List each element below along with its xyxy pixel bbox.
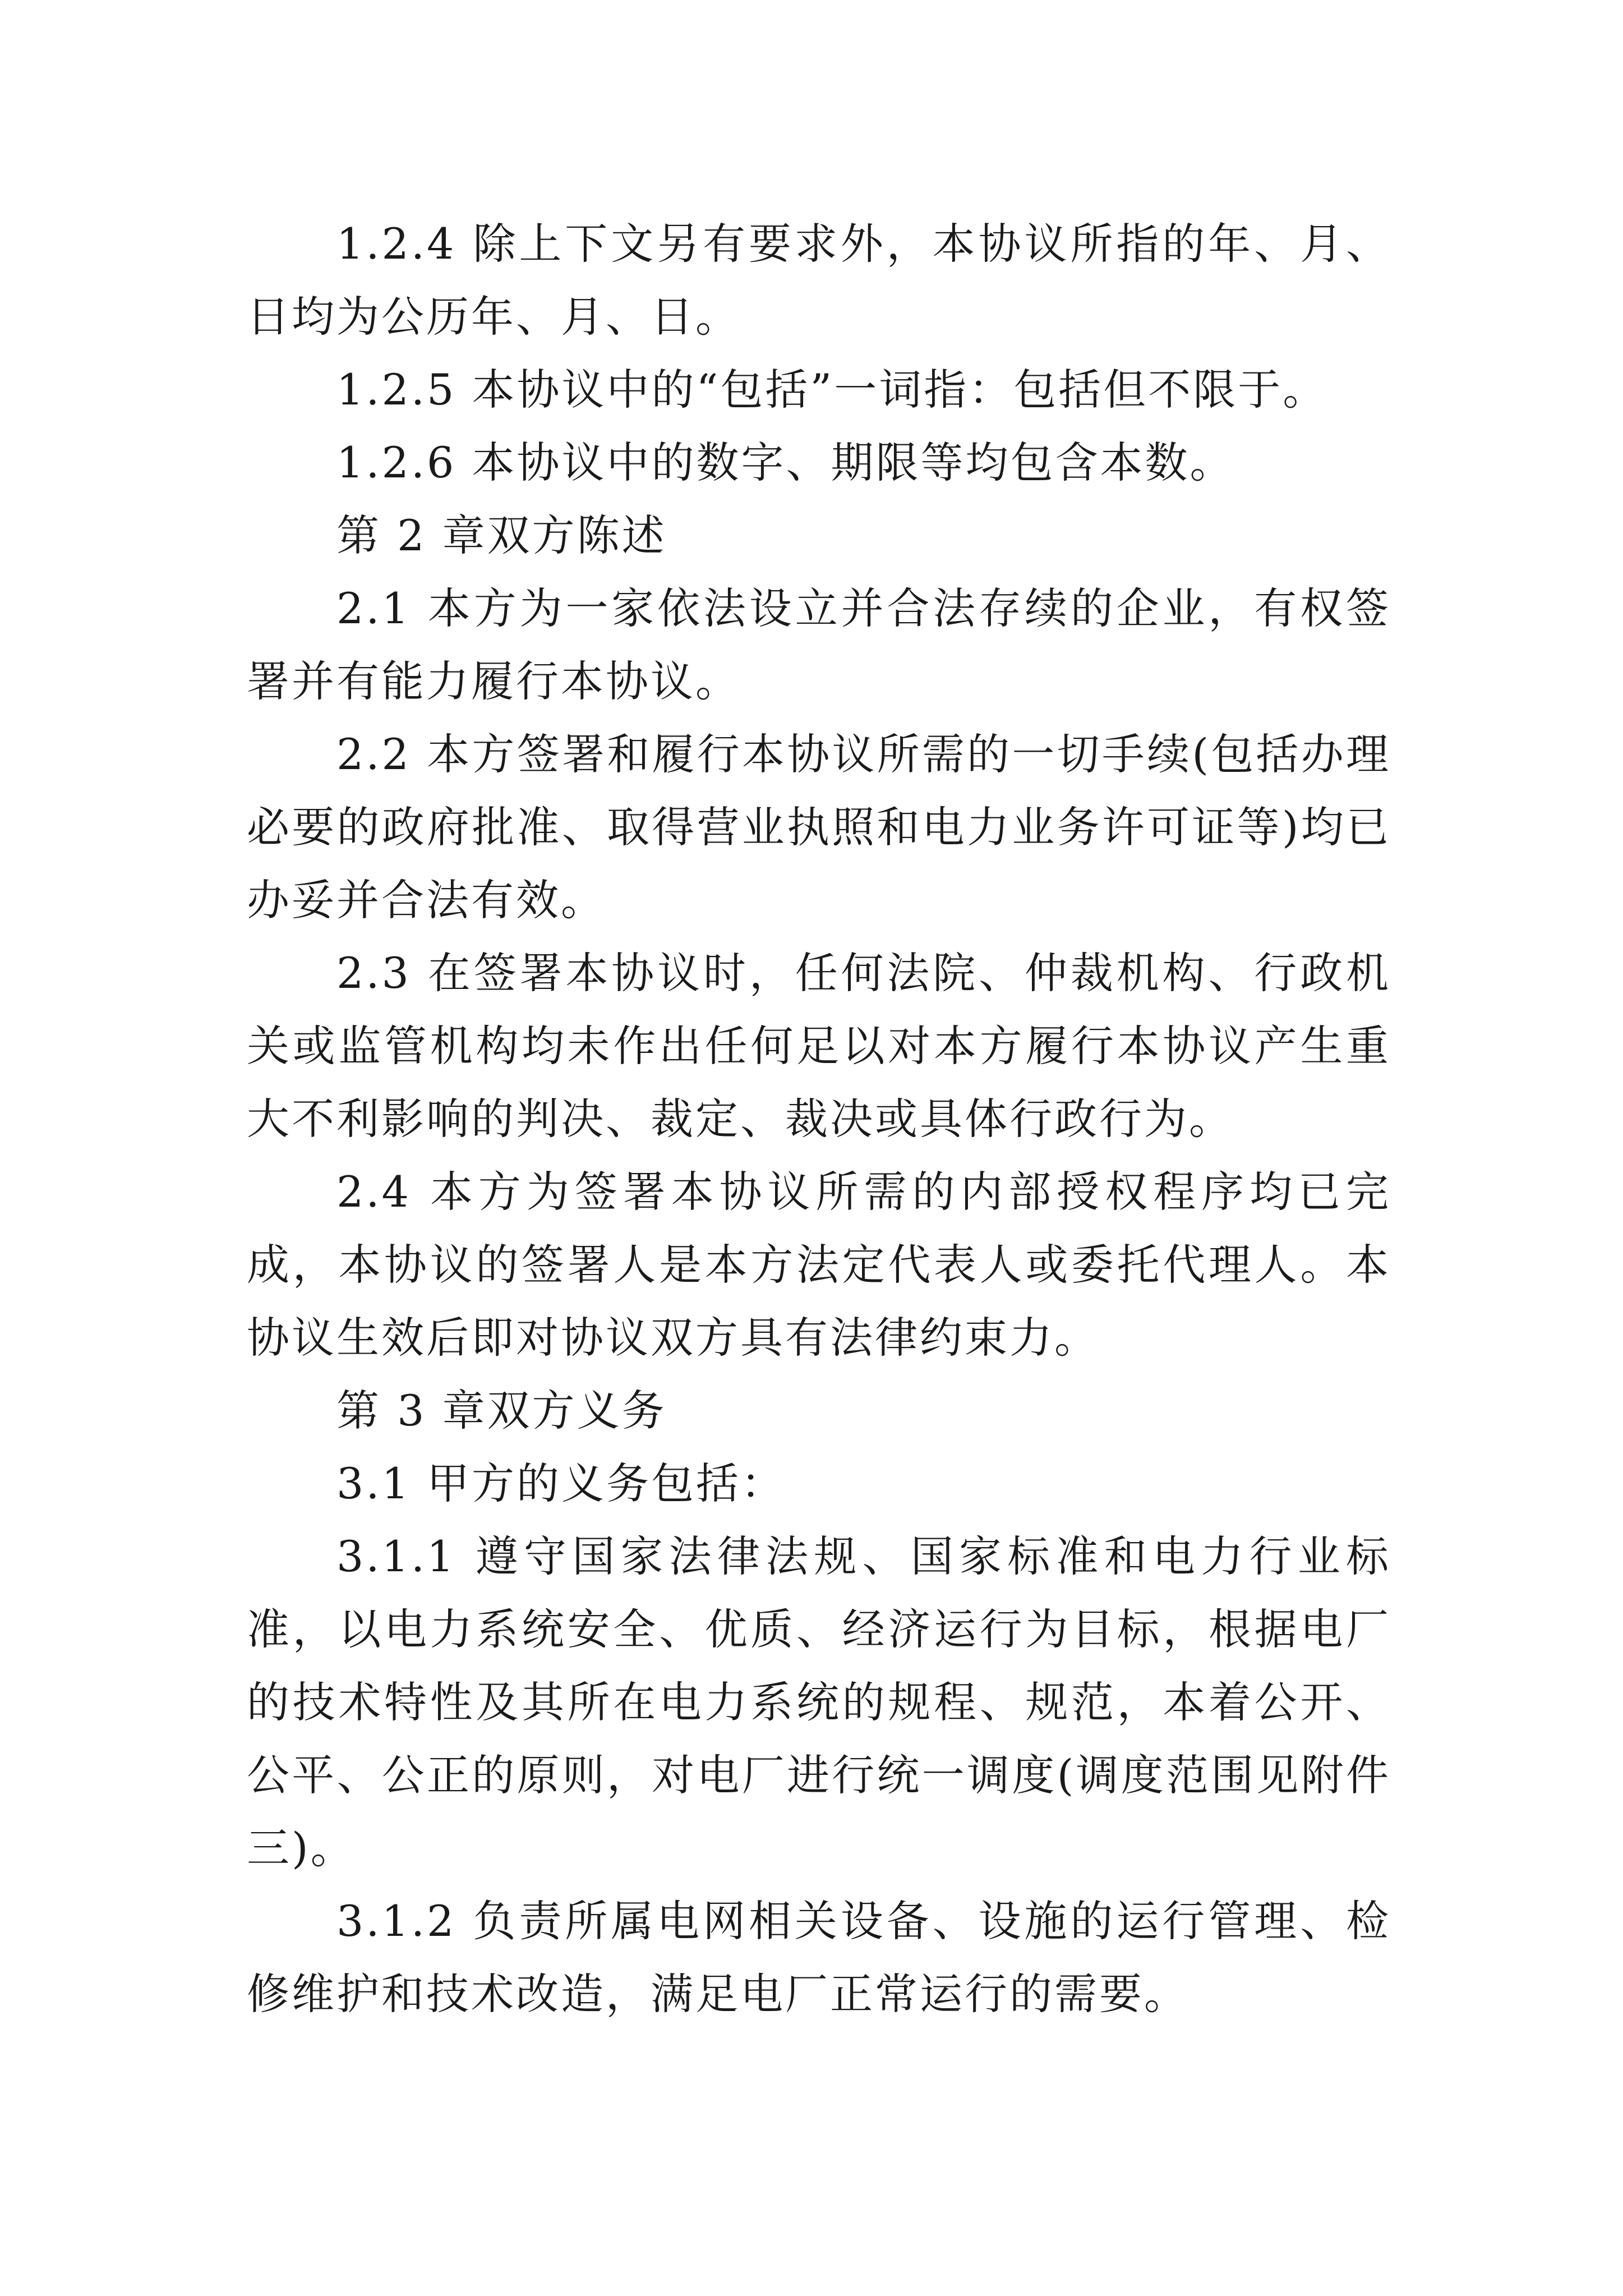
clause-3-1-2: 3.1.2 负责所属电网相关设备、设施的运行管理、检修维护和技术改造，满足电厂正常运行的需要。 bbox=[247, 1896, 1391, 2019]
clause-3-1: 3.1 甲方的义务包括： bbox=[336, 1458, 786, 1508]
clause-1-2-5: 1.2.5 本协议中的“包括”一词指：包括但不限于。 bbox=[336, 365, 1328, 415]
chapter-3-heading: 第 3 章双方义务 bbox=[336, 1386, 667, 1435]
clause-1-2-4: 1.2.4 除上下文另有要求外，本协议所指的年、月、日均为公历年、月、日。 bbox=[247, 219, 1391, 342]
clause-2-4: 2.4 本方为签署本协议所需的内部授权程序均已完成，本协议的签署人是本方法定代表人或委托代理人。本协议生效后即对协议双方具有法律约束力。 bbox=[247, 1167, 1391, 1363]
clause-2-1: 2.1 本方为一家依法设立并合法存续的企业，有权签署并有能力履行本协议。 bbox=[247, 583, 1391, 706]
chapter-2-heading: 第 2 章双方陈述 bbox=[336, 510, 667, 560]
clause-2-2: 2.2 本方签署和履行本协议所需的一切手续(包括办理必要的政府批准、取得营业执照和电力业务许可证等)均已办妥并合法有效。 bbox=[247, 729, 1391, 925]
clause-2-3: 2.3 在签署本协议时，任何法院、仲裁机构、行政机关或监管机构均未作出任何足以对本方履行本协议产生重大不利影响的判决、裁定、裁决或具体行政行为。 bbox=[247, 948, 1391, 1144]
clause-1-2-6: 1.2.6 本协议中的数字、期限等均包含本数。 bbox=[336, 438, 1235, 487]
clause-3-1-1: 3.1.1 遵守国家法律法规、国家标准和电力行业标准，以电力系统安全、优质、经济运行为目标，根据电厂的技术特性及其所在电力系统的规程、规范，本着公开、公平、公正的原则，对电厂进行统一调度(调度范围见附件三)。 bbox=[247, 1531, 1391, 1873]
document-body bbox=[247, 208, 1391, 2031]
